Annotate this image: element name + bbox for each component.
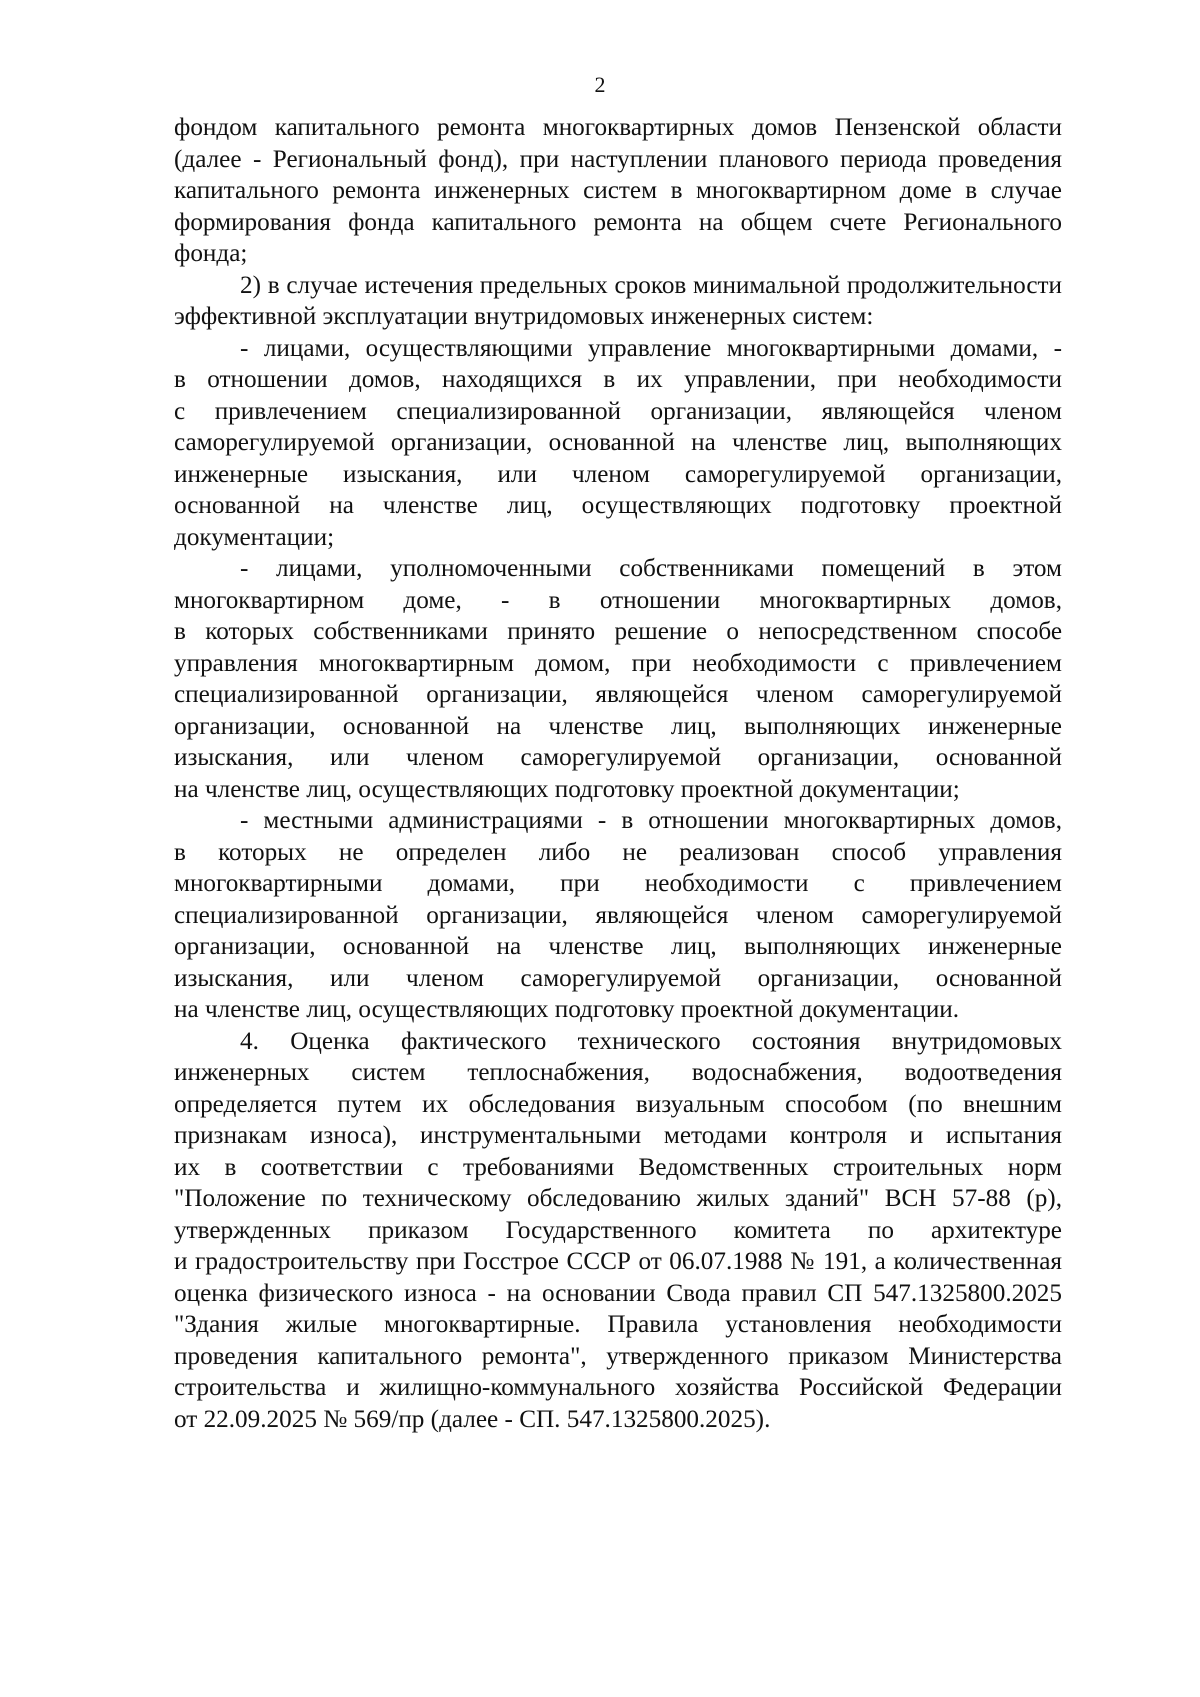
text-line: многоквартирном доме, - в отношении многоквартирных домов, bbox=[174, 586, 1062, 614]
text-line: (далее - Региональный фонд), при наступлении планового периода проведения bbox=[174, 145, 1062, 173]
text-line: специализированной организации, являющейся членом саморегулируемой bbox=[174, 681, 1062, 708]
text-line: проведения капитального ремонта", утвержденного приказом Министерства bbox=[174, 1342, 1062, 1370]
text-line: фондом капитального ремонта многоквартирных домов Пензенской области bbox=[174, 114, 1062, 141]
text-line: "Положение по техническому обследованию жилых зданий" ВСН 57-88 (р), bbox=[174, 1185, 1062, 1212]
text-line: фонда; bbox=[174, 240, 248, 267]
text-line: изыскания, или членом саморегулируемой организации, основанной bbox=[174, 744, 1062, 771]
text-line: основанной на членстве лиц, осуществляющих подготовку проектной bbox=[174, 492, 1062, 519]
text-line: в отношении домов, находящихся в их управлении, при необходимости bbox=[174, 366, 1062, 393]
text-line: утвержденных приказом Государственного комитета по архитектуре bbox=[174, 1216, 1062, 1244]
text-line: и градостроительству при Госстрое СССР от 06.07.1988 № 191, а количественная bbox=[174, 1248, 1062, 1275]
text-line: оценка физического износа - на основании Свода правил СП 547.1325800.2025 bbox=[174, 1279, 1062, 1307]
text-line: управления многоквартирным домом, при необходимости с привлечением bbox=[174, 649, 1062, 677]
text-line: с привлечением специализированной организации, являющейся членом bbox=[174, 397, 1062, 425]
text-line: признакам износа), инструментальными методами контроля и испытания bbox=[174, 1122, 1062, 1149]
text-line: организации, основанной на членстве лиц, выполняющих инженерные bbox=[174, 933, 1062, 960]
text-line: 4. Оценка фактического технического состояния внутридомовых bbox=[240, 1027, 1062, 1055]
text-line: организации, основанной на членстве лиц, выполняющих инженерные bbox=[174, 712, 1062, 740]
text-line: на членстве лиц, осуществляющих подготовку проектной документации. bbox=[174, 996, 960, 1023]
text-line: многоквартирными домами, при необходимости с привлечением bbox=[174, 870, 1062, 897]
text-line: на членстве лиц, осуществляющих подготовку проектной документации; bbox=[174, 775, 960, 803]
text-line: в которых собственниками принято решение о непосредственном способе bbox=[174, 618, 1062, 645]
text-line: их в соответствии с требованиями Ведомственных строительных норм bbox=[174, 1153, 1062, 1181]
text-line: саморегулируемой организации, основанной на членстве лиц, выполняющих bbox=[174, 429, 1062, 456]
text-line: формирования фонда капитального ремонта на общем счете Регионального bbox=[174, 208, 1062, 236]
text-line: в которых не определен либо не реализован способ управления bbox=[174, 838, 1062, 866]
text-line: определяется путем их обследования визуальным способом (по внешним bbox=[174, 1090, 1062, 1118]
text-line: - лицами, осуществляющими управление многоквартирными домами, - bbox=[240, 334, 1062, 362]
text-line: от 22.09.2025 № 569/пр (далее - СП. 547.1325800.2025). bbox=[174, 1405, 771, 1433]
text-line: эффективной эксплуатации внутридомовых инженерных систем: bbox=[174, 303, 874, 330]
text-line: документации; bbox=[174, 523, 335, 551]
text-line: инженерные изыскания, или членом саморегулируемой организации, bbox=[174, 460, 1062, 488]
page-number: 2 bbox=[594, 72, 606, 97]
text-line: специализированной организации, являющейся членом саморегулируемой bbox=[174, 901, 1062, 929]
text-line: инженерных систем теплоснабжения, водоснабжения, водоотведения bbox=[174, 1059, 1062, 1086]
text-line: "Здания жилые многоквартирные. Правила установления необходимости bbox=[174, 1311, 1062, 1338]
document-body bbox=[174, 112, 1062, 1435]
text-line: изыскания, или членом саморегулируемой организации, основанной bbox=[174, 964, 1062, 992]
text-line: - местными администрациями - в отношении многоквартирных домов, bbox=[240, 807, 1062, 834]
text-line: 2) в случае истечения предельных сроков минимальной продолжительности bbox=[240, 271, 1062, 299]
text-line: - лицами, уполномоченными собственниками помещений в этом bbox=[240, 555, 1062, 582]
text-line: капитального ремонта инженерных систем в многоквартирном доме в случае bbox=[174, 177, 1062, 204]
text-line: строительства и жилищно-коммунального хозяйства Российской Федерации bbox=[174, 1374, 1062, 1401]
